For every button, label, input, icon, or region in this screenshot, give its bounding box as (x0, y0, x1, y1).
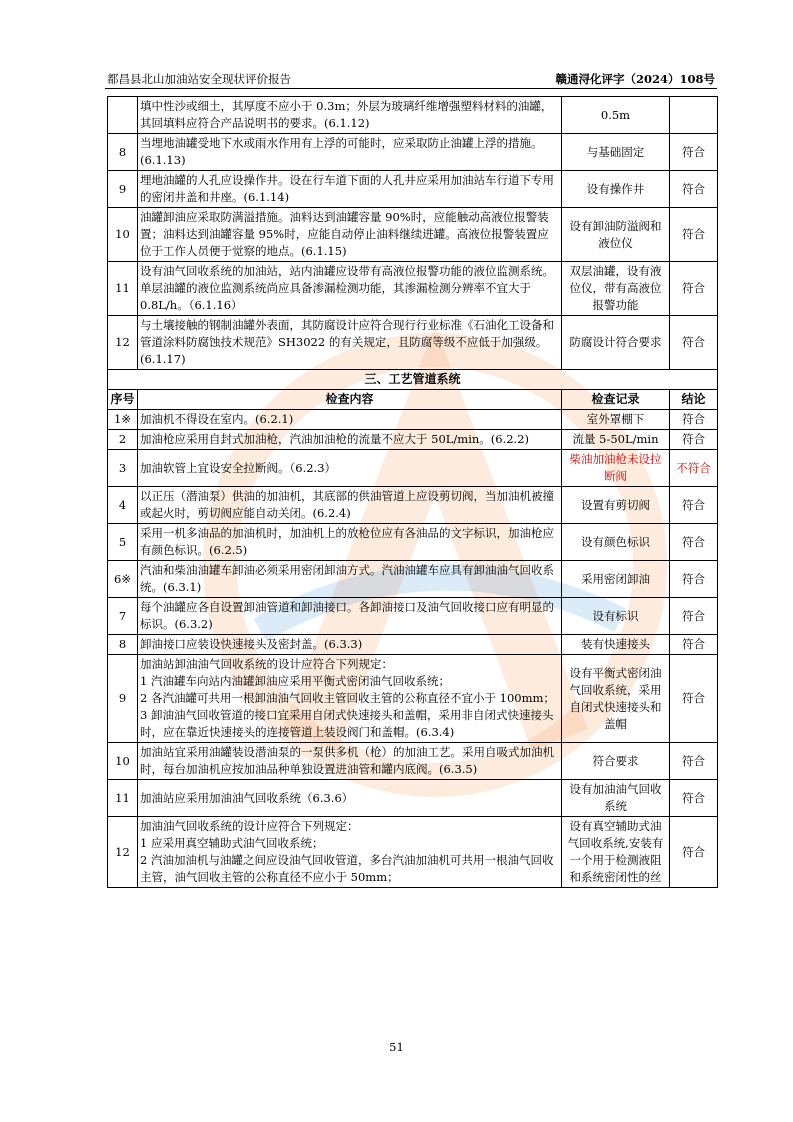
row-result: 符合 (670, 655, 718, 743)
row-result: 不符合 (670, 450, 718, 487)
row-content: 与土壤接触的钢制油罐外表面，其防腐设计应符合现行行业标准《石油化工设备和管道涂料防腐蚀技术规范》SH3022 的有关规定，且防腐等级不应低于加强级。(6.1.17) (138, 316, 562, 370)
row-result: 符合 (670, 134, 718, 171)
row-content-line: 1 应采用真空辅助式油气回收系统； (140, 836, 324, 850)
row-content-line: 1 汽油罐车向站内油罐卸油应采用平衡式密闭油气回收系统； (140, 674, 450, 688)
table-row (108, 817, 718, 888)
row-content: 油罐卸油应采取防满溢措施。油料达到油罐容量 90%时，应能触动高液位报警装置；油料达到油罐容量 95%时，应能自动停止油料继续进罐。高液位报警装置应位于工作人员便于觉察的地点。(6.1.15) (138, 208, 562, 262)
header-divider (105, 88, 717, 89)
table-row (108, 487, 718, 524)
row-record: 防腐设计符合要求 (562, 316, 670, 370)
row-record: 设有标识 (562, 598, 670, 635)
row-record: 设有操作井 (562, 171, 670, 208)
row-content: 加油软管上宜设安全拉断阀。（6.2.3） (138, 450, 562, 487)
table-row (108, 561, 718, 598)
column-header-row (108, 390, 718, 410)
row-no: 8 (108, 635, 138, 655)
row-content: 埋地油罐的人孔应设操作井。设在行车道下面的人孔井应采用加油站车行道下专用的密闭井盖和井座。(6.1.14) (138, 171, 562, 208)
row-record: 柴油加油枪未设拉断阀 (562, 450, 670, 487)
row-result: 符合 (670, 316, 718, 370)
row-result: 符合 (670, 487, 718, 524)
page-number: 51 (389, 1040, 404, 1054)
row-content: 加油站应采用加油油气回收系统（6.3.6） (138, 780, 562, 817)
row-no: 12 (108, 817, 138, 888)
row-result: 符合 (670, 171, 718, 208)
row-result: 符合 (670, 635, 718, 655)
row-content: 当埋地油罐受地下水或雨水作用有上浮的可能时，应采取防止油罐上浮的措施。(6.1.13) (138, 134, 562, 171)
row-result: 符合 (670, 817, 718, 888)
row-record: 双层油罐，设有液位仪，带有高液位报警功能 (562, 262, 670, 316)
table-row (108, 171, 718, 208)
row-record: 装有快速接头 (562, 635, 670, 655)
table-row (108, 430, 718, 450)
row-record: 设有卸油防溢阀和液位仪 (562, 208, 670, 262)
col-header-content: 检查内容 (138, 390, 562, 410)
table-row (108, 655, 718, 743)
table-row (108, 598, 718, 635)
section-title: 三、工艺管道系统 (108, 370, 718, 390)
table-row (108, 208, 718, 262)
table-row (108, 262, 718, 316)
row-content: 采用一机多油品的加油机时，加油机上的放枪位应有各油品的文字标识，加油枪应有颜色标识。(6.2.5) (138, 524, 562, 561)
row-no: 12 (108, 316, 138, 370)
row-no: 3 (108, 450, 138, 487)
row-content-line: 2 各汽油罐可共用一根卸油油气回收主管回收主管的公称直径不宜小于 100mm； (140, 691, 555, 705)
row-content-line: 加油站卸油油气回收系统的设计应符合下列规定： (140, 657, 393, 671)
row-no: 6※ (108, 561, 138, 598)
row-no: 10 (108, 208, 138, 262)
table-row (108, 316, 718, 370)
row-no: 7 (108, 598, 138, 635)
row-result: 符合 (670, 524, 718, 561)
row-record: 设置有剪切阀 (562, 487, 670, 524)
inspection-table (107, 96, 718, 888)
row-record: 设有加油油气回收系统 (562, 780, 670, 817)
row-record: 0.5m (562, 97, 670, 134)
row-record: 设有平衡式密闭油气回收系统，采用自闭式快速接头和盖帽 (562, 655, 670, 743)
table-row (108, 450, 718, 487)
row-result: 符合 (670, 262, 718, 316)
row-result: 符合 (670, 780, 718, 817)
row-result: 符合 (670, 410, 718, 430)
row-content-line: 加油油气回收系统的设计应符合下列规定： (140, 819, 359, 833)
table-row (108, 524, 718, 561)
row-no: 2 (108, 430, 138, 450)
row-result (670, 97, 718, 134)
row-no: 1※ (108, 410, 138, 430)
row-result: 符合 (670, 743, 718, 780)
row-result: 符合 (670, 208, 718, 262)
table-row (108, 635, 718, 655)
col-header-result: 结论 (670, 390, 718, 410)
page-header (105, 68, 717, 88)
row-record: 设有真空辅助式油气回收系统,安装有一个用于检测液阻和系统密闭性的丝 (562, 817, 670, 888)
row-no: 4 (108, 487, 138, 524)
row-content (138, 655, 562, 743)
row-record: 流量 5-50L/min (562, 430, 670, 450)
row-content: 汽油和柴油油罐车卸油必须采用密闭卸油方式。汽油油罐车应具有卸油油气回收系统。(6.3.1) (138, 561, 562, 598)
row-result: 符合 (670, 561, 718, 598)
row-content-line: 3 卸油油气回收管道的接口宜采用自闭式快速接头和盖帽，采用非自闭式快速接头时，应在靠近快速接头的连接管道上装设阀门和盖帽。(6.3.4) (140, 708, 554, 739)
row-record: 与基础固定 (562, 134, 670, 171)
row-content: 设有油气回收系统的加油站，站内油罐应设带有高液位报警功能的液位监测系统。单层油罐的液位监测系统尚应具备渗漏检测功能，其渗漏检测分辨率不宜大于 0.8L/h。（6.1.16） (138, 262, 562, 316)
row-record: 设有颜色标识 (562, 524, 670, 561)
row-record: 符合要求 (562, 743, 670, 780)
row-content: 每个油罐应各自设置卸油管道和卸油接口。各卸油接口及油气回收接口应有明显的标识。(6.3.2) (138, 598, 562, 635)
row-no: 11 (108, 780, 138, 817)
row-content: 加油机不得设在室内。(6.2.1) (138, 410, 562, 430)
report-number: 赣通浔化评字（2024）108号 (555, 72, 715, 86)
row-content: 填中性沙或细土，其厚度不应小于 0.3m；外层为玻璃纤维增强塑料材料的油罐，其回填料应符合产品说明书的要求。(6.1.12) (138, 97, 562, 134)
col-header-no: 序号 (108, 390, 138, 410)
report-title: 都昌县北山加油站安全现状评价报告 (107, 72, 291, 86)
row-no: 8 (108, 134, 138, 171)
row-content: 加油站宜采用油罐装设潜油泵的一泵供多机（枪）的加油工艺。采用自吸式加油机时，每台加油机应按加油品种单独设置进油管和罐内底阀。(6.3.5) (138, 743, 562, 780)
row-content (138, 817, 562, 888)
row-no: 9 (108, 655, 138, 743)
row-record: 采用密闭卸油 (562, 561, 670, 598)
row-record: 室外罩棚下 (562, 410, 670, 430)
table-row (108, 97, 718, 134)
col-header-record: 检查记录 (562, 390, 670, 410)
table-row (108, 410, 718, 430)
row-no (108, 97, 138, 134)
row-no: 10 (108, 743, 138, 780)
row-result: 符合 (670, 430, 718, 450)
table-row (108, 780, 718, 817)
table-row (108, 743, 718, 780)
row-no: 9 (108, 171, 138, 208)
row-content: 卸油接口应装设快速接头及密封盖。(6.3.3) (138, 635, 562, 655)
row-content: 以正压（潜油泵）供油的加油机，其底部的供油管道上应设剪切阀，当加油机被撞或起火时，剪切阀应能自动关闭。(6.2.4) (138, 487, 562, 524)
section-row (108, 370, 718, 390)
row-content-line: 2 汽油加油机与油罐之间应设油气回收管道，多台汽油加油机可共用一根油气回收主管，油气回收主管的公称直径不应小于 50mm； (140, 853, 554, 884)
row-no: 5 (108, 524, 138, 561)
row-content: 加油枪应采用自封式加油枪，汽油加油枪的流量不应大于 50L/min。(6.2.2) (138, 430, 562, 450)
row-result: 符合 (670, 598, 718, 635)
table-row (108, 134, 718, 171)
row-no: 11 (108, 262, 138, 316)
